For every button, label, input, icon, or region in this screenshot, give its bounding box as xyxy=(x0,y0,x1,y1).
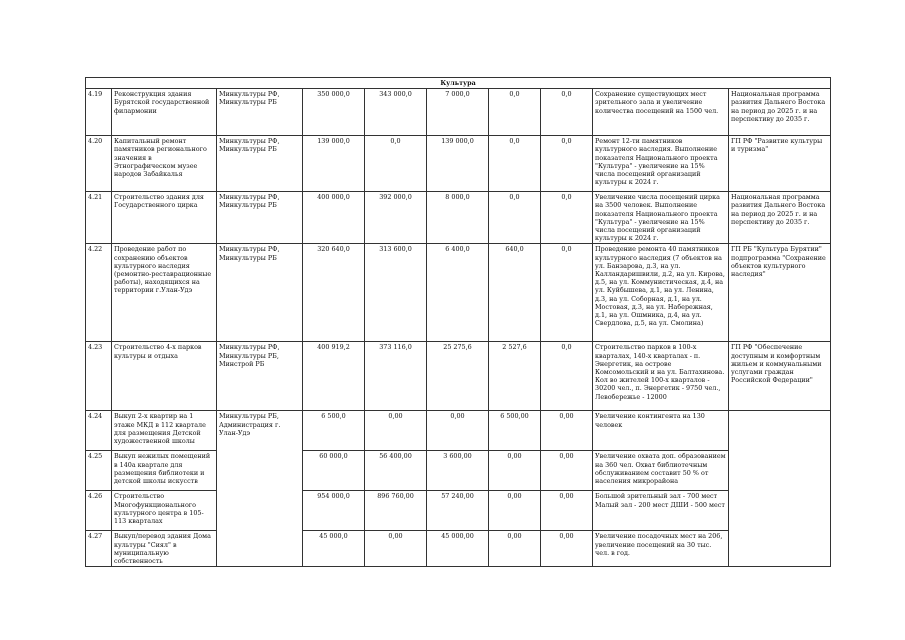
table-row xyxy=(86,451,831,491)
executor-cell: Минкультуры РФ, Минкультуры РБ xyxy=(217,136,303,192)
table-row xyxy=(86,136,831,192)
program-link-cell: Национальная программа развития Дальнего Востока на период до 2025 г. и на перспективу до 2035 г. xyxy=(729,192,831,244)
regional-budget-cell: 45 000,00 xyxy=(427,531,489,567)
total-amount-cell: 6 500,0 xyxy=(303,411,365,451)
executor-cell xyxy=(217,451,303,491)
extra-budget-cell: 0,0 xyxy=(541,342,593,411)
expected-result-cell: Увеличение контингента на 130 человек xyxy=(593,411,729,451)
federal-budget-cell: 313 600,0 xyxy=(365,244,427,342)
executor-cell: Минкультуры РФ, Минкультуры РБ xyxy=(217,244,303,342)
row-number-cell: 4.23 xyxy=(86,342,112,411)
executor-cell: Минкультуры РФ, Минкультуры РБ xyxy=(217,89,303,136)
row-number-cell: 4.25 xyxy=(86,451,112,491)
expected-result-cell: Строительство парков в 100-х кварталах, 140-х кварталах - п. Энергетик, на острове Комсомольский и на ул. Балтахинова. Кол во жителей 100-х кварталов - 30200 чел., п. Энергетик - 9750 чел., Левобережье - 12000 xyxy=(593,342,729,411)
row-number-cell: 4.20 xyxy=(86,136,112,192)
event-name-cell: Строительство Многофункционального культурного центра в 105-113 кварталах xyxy=(112,491,217,531)
executor-cell xyxy=(217,531,303,567)
total-amount-cell: 60 000,0 xyxy=(303,451,365,491)
regional-budget-cell: 25 275,6 xyxy=(427,342,489,411)
executor-cell: Минкультуры РФ, Минкультуры РБ, Минстрой РБ xyxy=(217,342,303,411)
program-link-cell xyxy=(729,491,831,531)
total-amount-cell: 139 000,0 xyxy=(303,136,365,192)
program-link-cell xyxy=(729,531,831,567)
expected-result-cell: Сохранение существующих мест зрительного зала и увеличение количества посещений на 1500 чел. xyxy=(593,89,729,136)
row-number-cell: 4.19 xyxy=(86,89,112,136)
section-header-row xyxy=(86,78,831,89)
event-name-cell: Строительство 4-х парков культуры и отдыха xyxy=(112,342,217,411)
federal-budget-cell: 343 000,0 xyxy=(365,89,427,136)
total-amount-cell: 350 000,0 xyxy=(303,89,365,136)
federal-budget-cell: 392 000,0 xyxy=(365,192,427,244)
table-row xyxy=(86,342,831,411)
event-name-cell: Строительство здания для Государственного цирка xyxy=(112,192,217,244)
municipal-budget-cell: 0,0 xyxy=(489,89,541,136)
federal-budget-cell: 56 400,00 xyxy=(365,451,427,491)
event-name-cell: Выкуп нежилых помещений в 140а квартале для размещения библиотеки и детской школы искусств xyxy=(112,451,217,491)
program-link-cell xyxy=(729,411,831,451)
municipal-budget-cell: 2 527,6 xyxy=(489,342,541,411)
municipal-budget-cell: 0,00 xyxy=(489,451,541,491)
municipal-budget-cell: 0,0 xyxy=(489,192,541,244)
total-amount-cell: 954 000,0 xyxy=(303,491,365,531)
program-link-cell: Национальная программа развития Дальнего Востока на период до 2025 г. и на перспективу до 2035 г. xyxy=(729,89,831,136)
program-link-cell: ГП РФ "Развитие культуры и туризма" xyxy=(729,136,831,192)
regional-budget-cell: 3 600,00 xyxy=(427,451,489,491)
event-name-cell: Выкуп/перевод здания Дома культуры "Сиял" в муниципальную собственность xyxy=(112,531,217,567)
municipal-budget-cell: 640,0 xyxy=(489,244,541,342)
table-row xyxy=(86,192,831,244)
culture-table xyxy=(85,77,831,567)
municipal-budget-cell: 0,0 xyxy=(489,136,541,192)
executor-cell: Минкультуры РБ, Администрация г. Улан-Удэ xyxy=(217,411,303,451)
row-number-cell: 4.22 xyxy=(86,244,112,342)
expected-result-cell: Ремонт 12-ти памятников культурного наследия. Выполнение показателя Национального проекта "Культура" - увеличение на 15% числа посещений организаций культуры к 2024 г. xyxy=(593,136,729,192)
event-name-cell: Проведение работ по сохранению объектов культурного наследия (ремонтно-реставрационные работы), находящихся на территории г.Улан-Удэ xyxy=(112,244,217,342)
expected-result-cell: Увеличение охвата доп. образованием на 360 чел. Охват библиотечным обслуживанием составит 50 % от населения микрорайона xyxy=(593,451,729,491)
program-link-cell: ГП РФ "Обеспечение доступным и комфортным жильем и коммунальными услугами граждан Российской Федерации" xyxy=(729,342,831,411)
federal-budget-cell: 0,0 xyxy=(365,136,427,192)
federal-budget-cell: 896 760,00 xyxy=(365,491,427,531)
expected-result-cell: Увеличение числа посещений цирка на 3500 человек. Выполнение показателя Национального проекта "Культура" - увеличение на 15% числа посещений организаций культуры к 2024 г. xyxy=(593,192,729,244)
extra-budget-cell: 0,00 xyxy=(541,531,593,567)
extra-budget-cell: 0,0 xyxy=(541,244,593,342)
federal-budget-cell: 0,00 xyxy=(365,411,427,451)
total-amount-cell: 400 000,0 xyxy=(303,192,365,244)
event-name-cell: Капитальный ремонт памятников регионального значения в Этнографическом музее народов Забайкалья xyxy=(112,136,217,192)
executor-cell xyxy=(217,491,303,531)
extra-budget-cell: 0,0 xyxy=(541,89,593,136)
event-name-cell: Выкуп 2-х квартир на 1 этаже МКД в 112 квартале для размещения Детской художественной школы xyxy=(112,411,217,451)
regional-budget-cell: 6 400,0 xyxy=(427,244,489,342)
extra-budget-cell: 0,0 xyxy=(541,136,593,192)
municipal-budget-cell: 0,00 xyxy=(489,491,541,531)
federal-budget-cell: 0,00 xyxy=(365,531,427,567)
regional-budget-cell: 8 000,0 xyxy=(427,192,489,244)
row-number-cell: 4.27 xyxy=(86,531,112,567)
extra-budget-cell: 0,00 xyxy=(541,491,593,531)
row-number-cell: 4.24 xyxy=(86,411,112,451)
program-link-cell: ГП РБ "Культура Бурятии" подпрограмма "Сохранение объектов культурного наследия" xyxy=(729,244,831,342)
regional-budget-cell: 0,00 xyxy=(427,411,489,451)
extra-budget-cell: 0,00 xyxy=(541,451,593,491)
section-title: Культура xyxy=(86,78,831,89)
table-row xyxy=(86,244,831,342)
table-row xyxy=(86,491,831,531)
total-amount-cell: 45 000,0 xyxy=(303,531,365,567)
row-number-cell: 4.21 xyxy=(86,192,112,244)
expected-result-cell: Большой зрительный зал - 700 мест Малый зал - 200 мест ДШИ - 500 мест xyxy=(593,491,729,531)
regional-budget-cell: 57 240,00 xyxy=(427,491,489,531)
extra-budget-cell: 0,0 xyxy=(541,192,593,244)
row-number-cell: 4.26 xyxy=(86,491,112,531)
municipal-budget-cell: 6 500,00 xyxy=(489,411,541,451)
extra-budget-cell: 0,00 xyxy=(541,411,593,451)
executor-cell: Минкультуры РФ, Минкультуры РБ xyxy=(217,192,303,244)
table-row xyxy=(86,411,831,451)
total-amount-cell: 400 919,2 xyxy=(303,342,365,411)
regional-budget-cell: 139 000,0 xyxy=(427,136,489,192)
regional-budget-cell: 7 000,0 xyxy=(427,89,489,136)
event-name-cell: Реконструкция здания Бурятской государственной филармонии xyxy=(112,89,217,136)
table-row xyxy=(86,89,831,136)
table-row xyxy=(86,531,831,567)
expected-result-cell: Увеличение посадочных мест на 206, увеличение посещений на 30 тыс. чел. в год. xyxy=(593,531,729,567)
expected-result-cell: Проведение ремонта 40 памятников культурного наследия (7 объектов на ул. Банзарова, д.3, на ул. Калландаришвили, д.2, на ул. Кирова, д.5, на ул. Коммунистическая, д.4, на ул. Куйбышева, д.1, на ул. Ленина, д.3, на ул. Соборная, д.1, на ул. Мостовая, д.3, на ул. Набережная, д.1, на ул. Ошмника, д.4, на ул. Свердлова, д.5, на ул. Смолина) xyxy=(593,244,729,342)
federal-budget-cell: 373 116,0 xyxy=(365,342,427,411)
program-link-cell xyxy=(729,451,831,491)
total-amount-cell: 320 640,0 xyxy=(303,244,365,342)
municipal-budget-cell: 0,00 xyxy=(489,531,541,567)
